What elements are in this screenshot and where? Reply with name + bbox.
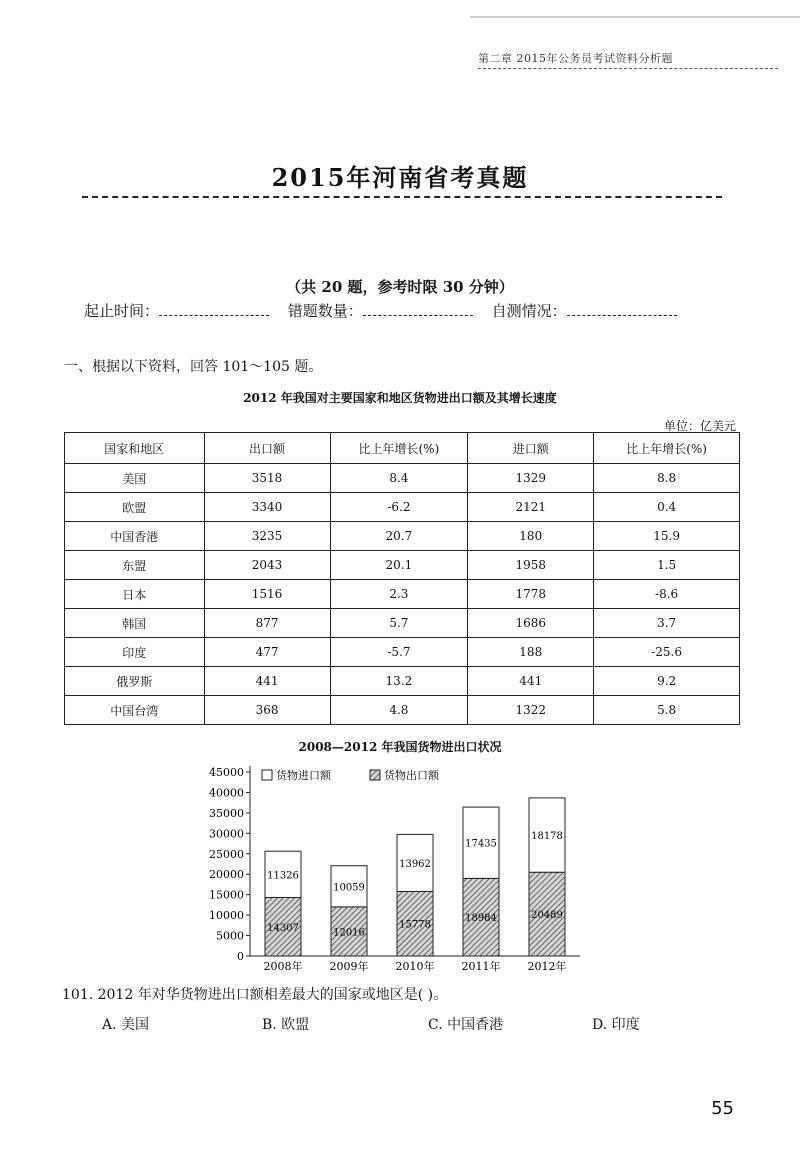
table-row	[65, 609, 740, 638]
value-cell: 180	[468, 522, 594, 551]
option-b[interactable]: B. 欧盟	[262, 1017, 310, 1033]
value-cell: 9.2	[594, 667, 740, 696]
y-tick-label: 35000	[209, 806, 244, 820]
value-cell: 3340	[204, 493, 330, 522]
region-cell: 美国	[65, 464, 205, 493]
value-cell: 1686	[468, 609, 594, 638]
y-tick-label: 15000	[209, 888, 244, 902]
running-header: 第二章 2015年公务员考试资料分析题	[478, 52, 673, 65]
error-count-label: 错题数量：	[287, 302, 363, 320]
value-cell: -25.6	[594, 638, 740, 667]
data-label-import: 18178	[531, 831, 563, 843]
page-title: 2015年河南省考真题	[271, 163, 529, 192]
value-cell: 188	[468, 638, 594, 667]
table-header-row	[65, 433, 740, 464]
value-cell: -8.6	[594, 580, 740, 609]
value-cell: 3235	[204, 522, 330, 551]
value-cell: 20.1	[330, 551, 468, 580]
data-label-import: 11326	[267, 870, 299, 882]
value-cell: 5.7	[330, 609, 468, 638]
value-cell: 441	[204, 667, 330, 696]
option-d[interactable]: D. 印度	[592, 1017, 640, 1033]
value-cell: 8.8	[594, 464, 740, 493]
value-cell: 13.2	[330, 667, 468, 696]
value-cell: 3518	[204, 464, 330, 493]
x-tick-label: 2010年	[395, 960, 435, 973]
value-cell: 1322	[468, 696, 594, 725]
value-cell: 2043	[204, 551, 330, 580]
legend-swatch-export	[370, 770, 380, 780]
region-cell: 中国台湾	[65, 696, 205, 725]
value-cell: 15.9	[594, 522, 740, 551]
question-101: 101. 2012 年对华货物进出口额相差最大的国家或地区是( )。	[62, 987, 448, 1003]
table-row	[65, 696, 740, 725]
y-tick-label: 0	[237, 950, 244, 963]
value-cell: 441	[468, 667, 594, 696]
region-cell: 中国香港	[65, 522, 205, 551]
value-cell: 2121	[468, 493, 594, 522]
x-tick-label: 2011年	[461, 960, 501, 973]
data-label-export: 20489	[531, 910, 563, 922]
error-count-blank[interactable]	[363, 301, 473, 316]
y-tick-label: 5000	[216, 929, 244, 943]
chart-caption: 2008—2012 年我国货物进出口状况	[298, 740, 502, 754]
value-cell: 1778	[468, 580, 594, 609]
data-label-export: 18984	[465, 913, 497, 925]
region-cell: 印度	[65, 638, 205, 667]
data-label-export: 14307	[267, 922, 299, 934]
data-label-export: 12016	[333, 927, 365, 939]
x-tick-label: 2009年	[329, 960, 369, 973]
data-label-import: 17435	[465, 838, 497, 850]
start-time-label: 起止时间：	[84, 302, 160, 320]
x-tick-label: 2008年	[263, 960, 303, 973]
data-label-import: 10059	[333, 882, 365, 894]
info-row	[84, 300, 691, 321]
table-row	[65, 522, 740, 551]
table-row	[65, 638, 740, 667]
table-caption: 2012 年我国对主要国家和地区货物进出口额及其增长速度	[243, 391, 557, 405]
value-cell: 5.8	[594, 696, 740, 725]
value-cell: 1958	[468, 551, 594, 580]
table-row	[65, 667, 740, 696]
value-cell: -6.2	[330, 493, 468, 522]
y-tick-label: 25000	[209, 847, 244, 861]
value-cell: 877	[204, 609, 330, 638]
data-label-export: 15778	[399, 919, 431, 931]
value-cell: 8.4	[330, 464, 468, 493]
section-heading: 一、根据以下资料，回答 101～105 题。	[64, 359, 323, 375]
legend-swatch-import	[262, 770, 272, 780]
self-test-blank[interactable]	[567, 301, 677, 316]
header-cell: 比上年增长(%)	[330, 433, 468, 464]
page-number: 55	[711, 1098, 734, 1119]
value-cell: 477	[204, 638, 330, 667]
header-cell: 进口额	[468, 433, 594, 464]
region-cell: 欧盟	[65, 493, 205, 522]
header-cell: 比上年增长(%)	[594, 433, 740, 464]
header-divider	[478, 68, 778, 69]
table-unit: 单位：亿美元	[663, 419, 736, 433]
region-cell: 东盟	[65, 551, 205, 580]
table-row	[65, 580, 740, 609]
table-row	[65, 493, 740, 522]
option-a[interactable]: A. 美国	[102, 1017, 150, 1033]
region-cell: 日本	[65, 580, 205, 609]
value-cell: -5.7	[330, 638, 468, 667]
y-tick-label: 30000	[209, 827, 244, 841]
subtitle: （共 20 题，参考时限 30 分钟）	[286, 278, 514, 296]
data-label-import: 13962	[399, 858, 431, 870]
value-cell: 2.3	[330, 580, 468, 609]
title-rule	[82, 196, 722, 198]
y-tick-label: 10000	[209, 909, 244, 923]
value-cell: 1329	[468, 464, 594, 493]
x-tick-label: 2012年	[527, 960, 567, 973]
value-cell: 0.4	[594, 493, 740, 522]
header-cell: 出口额	[204, 433, 330, 464]
trade-chart	[200, 760, 600, 980]
y-tick-label: 45000	[209, 766, 244, 779]
legend-label-export: 货物出口额	[384, 769, 439, 782]
y-tick-label: 20000	[209, 868, 244, 882]
y-tick-label: 40000	[209, 786, 244, 800]
trade-table	[64, 432, 740, 725]
region-cell: 韩国	[65, 609, 205, 638]
table-row	[65, 551, 740, 580]
value-cell: 3.7	[594, 609, 740, 638]
start-time-blank[interactable]	[159, 301, 269, 316]
value-cell: 1516	[204, 580, 330, 609]
legend-label-import: 货物进口额	[276, 769, 331, 782]
table-row	[65, 464, 740, 493]
value-cell: 4.8	[330, 696, 468, 725]
option-c[interactable]: C. 中国香港	[428, 1017, 504, 1033]
top-edge-line	[470, 16, 800, 18]
region-cell: 俄罗斯	[65, 667, 205, 696]
self-test-label: 自测情况：	[491, 302, 567, 320]
value-cell: 1.5	[594, 551, 740, 580]
header-cell: 国家和地区	[65, 433, 205, 464]
value-cell: 368	[204, 696, 330, 725]
value-cell: 20.7	[330, 522, 468, 551]
